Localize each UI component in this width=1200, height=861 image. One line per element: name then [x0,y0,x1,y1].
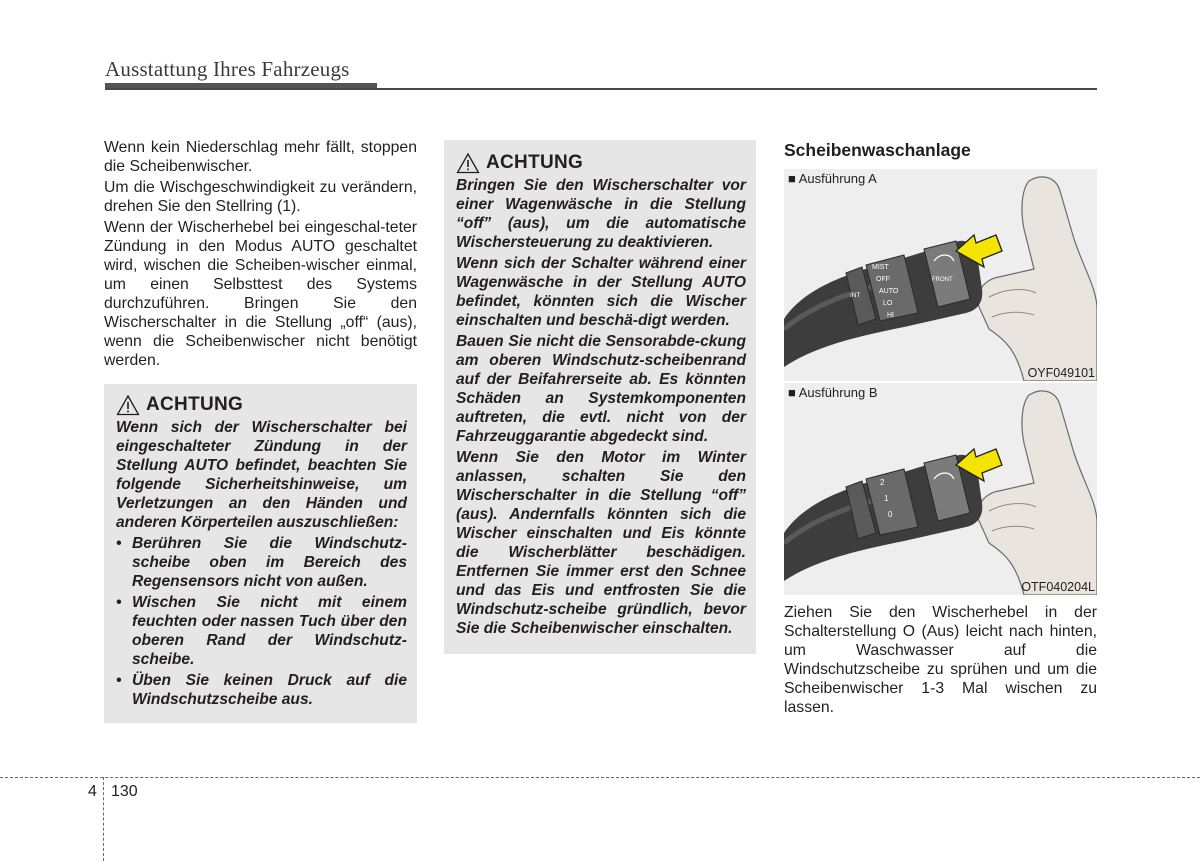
stalk-label-1: 1 [884,494,889,503]
footer-rule [0,777,1200,778]
header-rule [105,88,1097,90]
caution-box [444,140,756,654]
caution-title: ACHTUNG [486,152,584,173]
caution-bullet-text: Üben Sie keinen Druck auf die Windschutzscheibe aus. [132,672,407,708]
stalk-label-0: 0 [888,510,893,519]
caution-title: ACHTUNG [146,394,244,415]
caution-text: Wenn Sie den Motor im Winter anlassen, schalten Sie den Wischerschalter in die Stellung “off” (aus). Andernfalls könnten sich die Wischer einschalten und Eis könnte die Wischerblätter beschädigen. Entfernen Sie immer erst den Schnee und das Eis und entfrosten Sie die Windschutz-scheibe gründlich, bevor Sie die Scheibenwischer einschalten. [456,449,746,637]
caution-bullet: • Üben Sie keinen Druck auf die Windschutzscheibe aus. [116,672,407,708]
stalk-label-front: FRONT [932,277,953,283]
caution-text: Bringen Sie den Wischerschalter vor einer Wagenwäsche in die Stellung “off” (aus), um die automatische Wischersteuerung zu deaktivieren. [456,177,746,251]
stalk-label-mist: MIST [872,264,889,271]
figure-code: OTF040204L [1021,580,1095,594]
caution-header [456,152,746,174]
stalk-label-auto: AUTO [879,288,899,295]
caution-bullet-text: Wischen Sie nicht mit einem feuchten oder nassen Tuch über den oberen Rand der Windschutz-scheibe. [132,594,407,668]
body-paragraph: Ziehen Sie den Wischerhebel in der Schalterstellung O (Aus) leicht nach hinten, um Waschwasser auf die Windschutzscheibe zu sprühen und um die Scheibenwischer 1-3 Mal wischen zu lassen. [784,604,1097,716]
body-paragraph: Um die Wischgeschwindigkeit zu verändern, drehen Sie den Stellring (1). [104,179,417,215]
figure-label: ■ Ausführung A [788,171,877,186]
body-paragraph: Wenn kein Niederschlag mehr fällt, stoppen die Scheibenwischer. [104,139,417,175]
body-paragraph: Wenn der Wischerhebel bei eingeschal-teter Zündung in den Modus AUTO geschaltet wird, wischen die Scheiben-wischer einmal, um einen Selbsttest des Systems durchzuführen. Bringen Sie den Wischerschalter in die Stellung „off“ (aus), wenn die Scheibenwischer nicht benötigt werden. [104,219,417,369]
figure-label: ■ Ausführung B [788,385,878,400]
caution-header [116,394,407,416]
caution-box [104,384,417,723]
warning-triangle-icon [456,152,480,174]
warning-triangle-icon [116,394,140,416]
caution-text: Wenn sich der Wischerschalter bei eingeschalteter Zündung in der Stellung AUTO befindet, beachten Sie folgende Sicherheitshinweise, um Verletzungen an den Händen und anderen Körperteilen auszuschließen: [116,419,407,531]
stalk-label-hi: HI [887,312,894,319]
wiper-stalk-illustration-b [784,383,1097,595]
caution-bullet: • Wischen Sie nicht mit einem feuchten oder nassen Tuch über den oberen Rand der Windschutz-scheibe. [116,594,407,668]
stalk-label-lo: LO [883,300,893,307]
stalk-label-2: 2 [880,478,885,487]
figure-version-a [784,169,1097,381]
column-left [104,138,417,723]
page-header-title: Ausstattung Ihres Fahrzeugs [105,57,350,81]
caution-bullet-text: Berühren Sie die Windschutz-scheibe oben im Bereich des Regensensors nicht von außen. [132,535,407,590]
page-number: 130 [111,783,138,800]
column-right [784,138,1097,719]
chapter-number: 4 [88,783,97,800]
stalk-label-off: OFF [876,276,890,283]
wiper-stalk-illustration-a [784,169,1097,381]
footer-divider [103,777,104,861]
caution-text: Wenn sich der Schalter während einer Wagenwäsche in der Stellung AUTO befindet, könnten sich die Wischer einschalten und beschä-digt werden. [456,255,746,329]
caution-bullet: • Berühren Sie die Windschutz-scheibe oben im Bereich des Regensensors nicht von außen. [116,535,407,590]
column-middle [444,140,756,654]
figure-version-b [784,383,1097,595]
section-title: Scheibenwaschanlage [784,140,971,160]
stalk-label-int: INT [850,292,861,299]
caution-text: Bauen Sie nicht die Sensorabde-ckung am oberen Windschutz-scheibenrand auf der Beifahrerseite ab. Es könnten Schäden an Systemkomponenten auftreten, die evtl. nicht von der Fahrzeuggarantie abgedeckt sind. [456,333,746,445]
figure-code: OYF049101 [1027,366,1095,380]
